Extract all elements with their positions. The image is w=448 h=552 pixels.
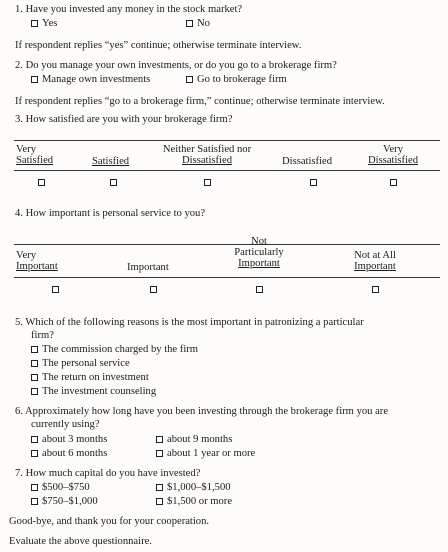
q4-scale-label-1: Very Important <box>16 250 58 273</box>
q4-scale-label-4: Not at All Important <box>354 250 396 273</box>
closing-text: Good-bye, and thank you for your cooperation. <box>9 516 210 527</box>
q3-scale-label-3: Neither Satisfied nor Dissatisfied <box>162 144 252 167</box>
q7-option-4[interactable]: $1,500 or more <box>156 496 232 508</box>
checkbox[interactable] <box>31 450 38 457</box>
q7-option-1[interactable]: $500–$750 <box>31 482 90 494</box>
q2-option-manage[interactable]: Manage own investments <box>31 74 150 86</box>
checkbox[interactable] <box>156 498 163 505</box>
checkbox[interactable] <box>31 20 38 27</box>
q6-option-4[interactable]: about 1 year or more <box>156 448 255 460</box>
q3-scale-label-5: Very Dissatisfied <box>367 144 419 167</box>
q6-option-3[interactable]: about 6 months <box>31 448 107 460</box>
question-3: 3. How satisfied are you with your brokerage firm? <box>15 114 233 125</box>
checkbox[interactable] <box>156 450 163 457</box>
q3-checkbox-2[interactable] <box>110 179 117 186</box>
checkbox[interactable] <box>31 374 38 381</box>
checkbox[interactable] <box>31 484 38 491</box>
question-6-cont: currently using? <box>31 419 100 430</box>
q3-checkbox-1[interactable] <box>38 179 45 186</box>
q3-checkbox-5[interactable] <box>390 179 397 186</box>
question-4: 4. How important is personal service to you? <box>15 208 206 219</box>
question-5-cont: firm? <box>31 330 54 341</box>
checkbox[interactable] <box>31 388 38 395</box>
q5-option-2[interactable]: The personal service <box>31 358 130 370</box>
q3-scale-label-4: Dissatisfied <box>282 156 333 167</box>
checkbox[interactable] <box>31 346 38 353</box>
q1-option-no[interactable]: No <box>186 18 210 30</box>
question-2: 2. Do you manage your own investments, or do you go to a brokerage firm? <box>15 60 337 71</box>
scale-bottom-rule <box>14 170 440 171</box>
checkbox[interactable] <box>31 76 38 83</box>
q4-checkbox-2[interactable] <box>150 286 157 293</box>
q6-option-1[interactable]: about 3 months <box>31 434 107 446</box>
q6-option-2[interactable]: about 9 months <box>156 434 232 446</box>
q1-option-yes[interactable]: Yes <box>31 18 57 30</box>
q3-scale-label-2: Satisfied <box>92 156 130 167</box>
q7-option-3[interactable]: $750–$1,000 <box>31 496 98 508</box>
q3-checkbox-4[interactable] <box>310 179 317 186</box>
q4-checkbox-4[interactable] <box>372 286 379 293</box>
checkbox[interactable] <box>156 484 163 491</box>
q5-option-4[interactable]: The investment counseling <box>31 386 156 398</box>
q4-scale-label-3: Not Particularly Important <box>234 236 284 270</box>
question-7: 7. How much capital do you have invested? <box>15 468 201 479</box>
checkbox[interactable] <box>31 360 38 367</box>
scale-top-rule <box>14 140 440 141</box>
q3-checkbox-3[interactable] <box>204 179 211 186</box>
evaluate-instruction: Evaluate the above questionnaire. <box>9 536 152 547</box>
checkbox[interactable] <box>186 76 193 83</box>
q4-scale-label-2: Important <box>127 262 169 273</box>
q4-checkbox-1[interactable] <box>52 286 59 293</box>
scale-top-rule <box>14 244 440 245</box>
q5-option-1[interactable]: The commission charged by the firm <box>31 344 198 356</box>
question-6: 6. Approximately how long have you been investing through the brokerage firm you are <box>15 406 389 417</box>
question-5: 5. Which of the following reasons is the most important in patronizing a particular <box>15 317 364 328</box>
q2-option-brokerage[interactable]: Go to brokerage firm <box>186 74 287 86</box>
checkbox[interactable] <box>31 498 38 505</box>
checkbox[interactable] <box>156 436 163 443</box>
checkbox[interactable] <box>31 436 38 443</box>
checkbox[interactable] <box>186 20 193 27</box>
q3-scale-label-1: Very Satisfied <box>16 144 54 167</box>
instruction-1: If respondent replies “yes” continue; otherwise terminate interview. <box>15 40 302 51</box>
scale-bottom-rule <box>14 277 440 278</box>
question-1: 1. Have you invested any money in the stock market? <box>15 4 243 15</box>
q5-option-3[interactable]: The return on investment <box>31 372 149 384</box>
q7-option-2[interactable]: $1,000–$1,500 <box>156 482 231 494</box>
instruction-2: If respondent replies “go to a brokerage firm,” continue; otherwise terminate interview. <box>15 96 385 107</box>
q4-checkbox-3[interactable] <box>256 286 263 293</box>
